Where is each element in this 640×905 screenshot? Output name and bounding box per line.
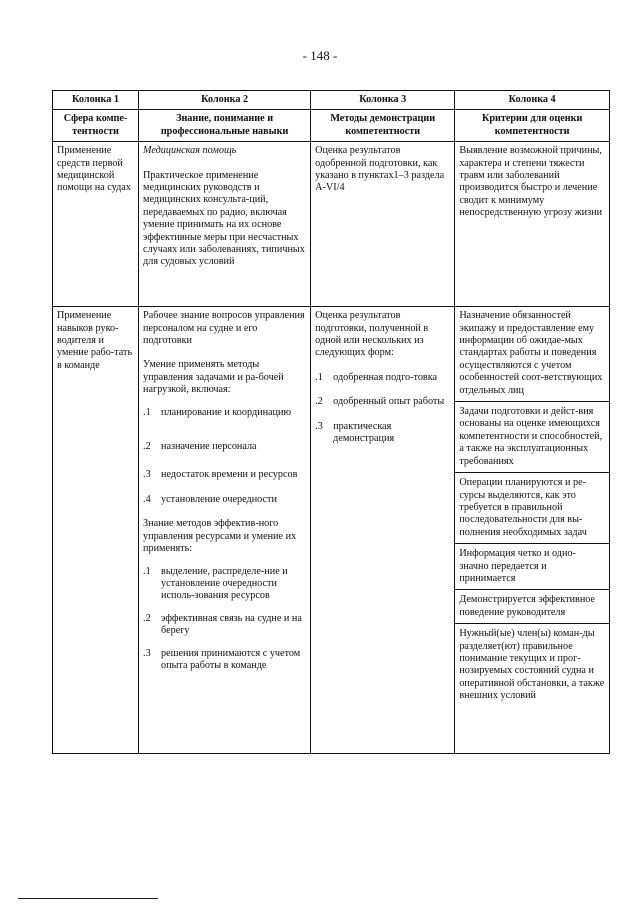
table-row xyxy=(53,307,610,754)
column-label-4: Колонка 4 xyxy=(455,91,610,110)
column-label-1: Колонка 1 xyxy=(53,91,139,110)
list-item: .4 установление очередности xyxy=(143,493,277,505)
criteria-block: Назначение обязанностей экипажу и предоставление ему информации об ожидае-мых стандартах работы и поведения осуществляются с учетом особенностей соот-ветствующих отдельных лиц xyxy=(455,310,609,402)
row1-criteria: Выявление возможной причины, характера и степени тяжести травм или заболеваний производится быстро и лечение сводит к минимуму непосредственную угрозу жизни xyxy=(455,142,610,307)
column-label-row xyxy=(53,91,610,110)
list-item: .2 одобренный опыт работы xyxy=(315,396,445,408)
list-item: .2 эффективная связь на судне и на берегу xyxy=(143,612,302,637)
criteria-block: Операции планируются и ре-сурсы выделяются, как это требуется в правильной последовательности для вы-полнения необходимых задач xyxy=(455,477,609,544)
row1-knowledge-text: Практическое применение медицинских руководств и медицинских консульта-ций, передаваемых по радио, включая умение принимать на их основе эффективные меры при несчастных случаях или заболеваниях, типичных для судовых условий xyxy=(143,169,305,268)
list-item: .3 недостаток времени и ресурсов xyxy=(143,469,298,481)
footnote-divider xyxy=(18,898,158,899)
header-competence: Сфера компе-тентности xyxy=(53,110,139,142)
row2-knowledge-intro-2: Умение применять методы управления задачами и ра-бочей нагрузкой, включая: xyxy=(143,359,284,396)
column-label-2: Колонка 2 xyxy=(139,91,311,110)
row1-knowledge-title: Медицинская помощь xyxy=(143,145,237,157)
column-label-3: Колонка 3 xyxy=(311,91,455,110)
row2-knowledge-intro-3: Знание методов эффектив-ного управления ресурсами и умение их применять: xyxy=(143,518,297,555)
row2-methods-intro: Оценка результатов подготовки, полученной в одной или нескольких из следующих форм: xyxy=(315,310,429,359)
header-criteria: Критерии для оценки компетентности xyxy=(455,110,610,142)
header-row xyxy=(53,110,610,142)
list-item: .1 планирование и координацию xyxy=(143,406,292,418)
list-item: .3 решения принимаются с учетом опыта работы в команде xyxy=(143,647,301,671)
competence-table xyxy=(52,90,610,754)
criteria-block: Задачи подготовки и дейст-вия основаны на оценке имеющихся компетентности и способностей, а также на эксплуатационных требованиях xyxy=(455,406,609,473)
list-item: .3 практическая демонстрация xyxy=(315,420,395,445)
criteria-block: Демонстрируется эффективное поведение руководителя xyxy=(455,594,609,624)
row1-knowledge xyxy=(139,142,311,307)
criteria-block: Нужный(ые) член(ы) коман-ды разделяет(ют) правильное понимание текущих и прог-нозируемых состояний судна и оперативной обстановки, а также внешних условий xyxy=(459,628,605,702)
row2-methods xyxy=(311,307,455,754)
list-item: .2 назначение персонала xyxy=(143,441,257,453)
row1-methods: Оценка результатов одобренной подготовки, как указано в пунктах1–3 раздела A-VI/4 xyxy=(311,142,455,307)
criteria-block: Информация четко и одно-значно передается и принимается xyxy=(455,548,609,590)
row2-knowledge-intro-1: Рабочее знание вопросов управления персоналом на судне и его подготовки xyxy=(143,310,305,347)
row2-criteria xyxy=(455,307,610,754)
row2-competence: Применение навыков руко-водителя и умение рабо-тать в команде xyxy=(53,307,139,754)
list-item: .1 выделение, распределе-ние и установление очередности исполь-зования ресурсов xyxy=(143,565,288,602)
header-knowledge: Знание, понимание и профессиональные навыки xyxy=(139,110,311,142)
list-item: .1 одобренная подго-товка xyxy=(315,371,438,383)
row1-competence: Применение средств первой медицинской помощи на судах xyxy=(53,142,139,307)
table-row xyxy=(53,142,610,307)
row2-knowledge xyxy=(139,307,311,754)
header-methods: Методы демонстрации компетентности xyxy=(311,110,455,142)
page-number: - 148 - xyxy=(302,48,338,63)
